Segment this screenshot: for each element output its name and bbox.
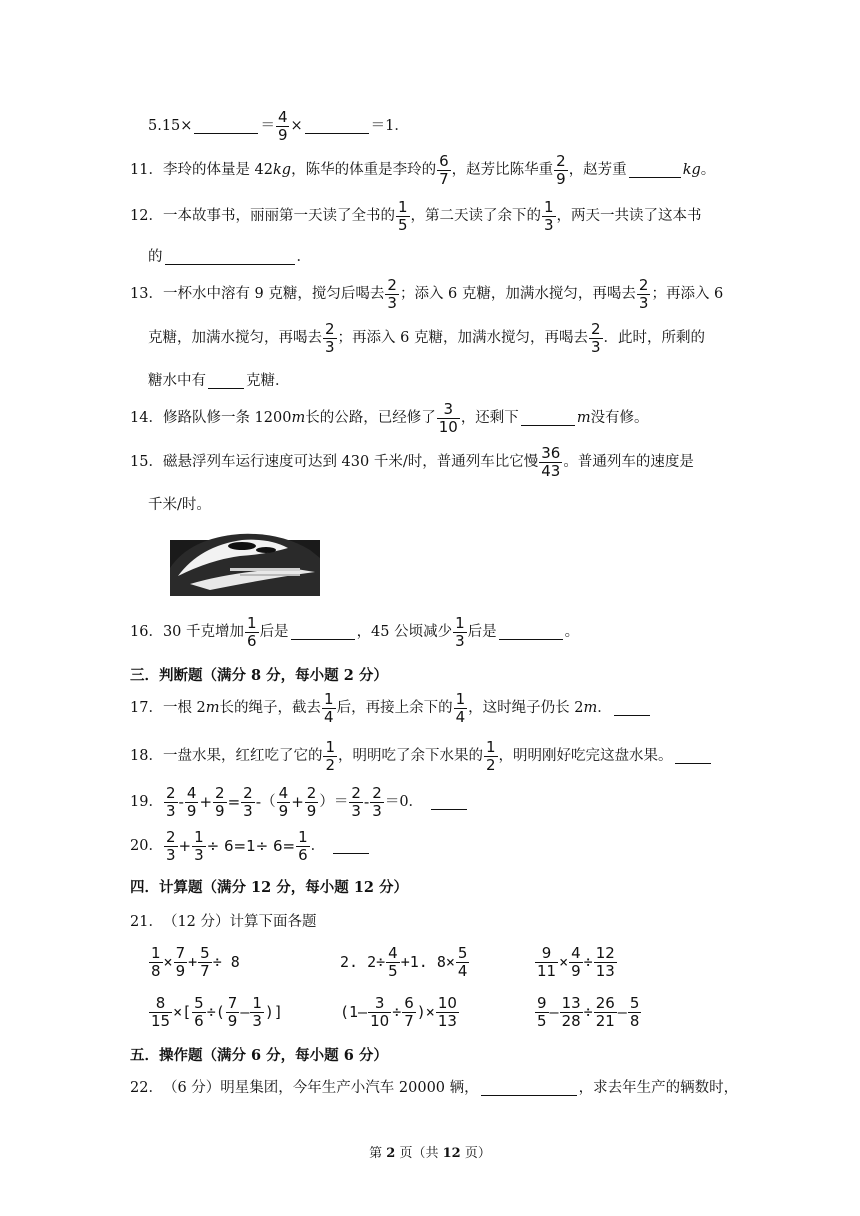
q11-answer-blank[interactable] bbox=[629, 163, 681, 178]
fraction: $\frac{3}{10}$ bbox=[370, 993, 390, 1030]
fraction: $\frac{8}{15}$ bbox=[151, 993, 171, 1030]
fraction: $\frac{36}{43}$ bbox=[541, 443, 561, 480]
question-17: 17． 一根 2 m 长的绳子，截去 $\frac{1}{4}$ 后，再接上余下的 $\frac{1}{4}$ ，这时绳子仍长 2 m ． bbox=[130, 690, 652, 726]
fraction: $\frac{2}{3}$ bbox=[638, 275, 649, 312]
fraction: $\frac{6}{7}$ bbox=[404, 993, 414, 1030]
fraction: $\frac{4}{9}$ bbox=[571, 943, 581, 980]
q10-line: 5.15× ＝ $\frac{4}{9}$ × ＝1． bbox=[148, 107, 409, 144]
question-12: 12． 一本故事书，丽丽第一天读了全书的 $\frac{1}{5}$ ，第二天读了余下的 $\frac{1}{3}$ ，两天一共读了这本书 bbox=[130, 197, 702, 234]
question-14: 14． 修路队修一条 1200 m 长的公路，已经修了 $\frac{3}{10}$ ，还剩下 m 没有修。 bbox=[130, 399, 649, 436]
fraction: $\frac{2}{3}$ bbox=[165, 783, 176, 820]
fraction: $\frac{1}{8}$ bbox=[151, 943, 161, 980]
fraction: $\frac{2}{3}$ bbox=[591, 319, 601, 356]
fraction: $\frac{1}{6}$ bbox=[298, 827, 308, 864]
question-15-line-2: 千米/时。 bbox=[148, 496, 211, 513]
fraction: $\frac{13}{28}$ bbox=[561, 993, 581, 1030]
q21-problem-2: 2. 2÷ $\frac{4}{5}$ +1. 8× $\frac{5}{4}$ bbox=[340, 943, 468, 980]
q12-answer-blank[interactable] bbox=[165, 250, 295, 265]
fraction: $\frac{5}{4}$ bbox=[457, 943, 468, 980]
question-19: 19． $\frac{2}{3}$ - $\frac{4}{9}$ + $\frac{2}{9}$ = $\frac{2}{3}$ - （ $\frac{4}{9}$ + $\frac{2}{9}$ ） ＝ $\frac{2}{3}$ - $\frac{2}{3}$ ＝0． bbox=[130, 784, 469, 820]
question-15: 15． 磁悬浮列车运行速度可达到 430 千米/时，普通列车比它慢 $\frac{36}{43}$ 。普通列车的速度是 bbox=[130, 443, 694, 480]
fraction: $\frac{1}{5}$ bbox=[397, 197, 408, 234]
fraction: $\frac{2}{3}$ bbox=[165, 827, 176, 864]
maglev-train-picture bbox=[170, 528, 320, 596]
q19-answer-blank[interactable] bbox=[431, 795, 467, 810]
fraction: $\frac{4}{5}$ bbox=[388, 943, 398, 980]
q22-answer-blank[interactable] bbox=[481, 1081, 577, 1096]
fraction: $\frac{10}{13}$ bbox=[437, 993, 457, 1030]
question-16: 16． 30 千克增加 $\frac{1}{6}$ 后是 ，45 公顷减少 $\frac{1}{3}$ 后是 。 bbox=[130, 613, 580, 650]
section-3-heading: 三．判断题（满分 8 分，每小题 2 分） bbox=[130, 666, 388, 684]
fraction: $\frac{2}{3}$ bbox=[387, 275, 397, 312]
fraction: $\frac{2}{3}$ bbox=[351, 783, 361, 820]
section-5-heading: 五．操作题（满分 6 分，每小题 6 分） bbox=[130, 1046, 388, 1064]
q18-answer-blank[interactable] bbox=[675, 749, 711, 764]
fraction: $\frac{1}{6}$ bbox=[247, 613, 257, 650]
question-11: 11． 李玲的体量是 42 kg ，陈华的体重是李玲的 $\frac{6}{7}$ ，赵芳比陈华重 $\frac{2}{9}$ ，赵芳重 kg 。 bbox=[130, 151, 716, 188]
fraction: $\frac{2}{9}$ bbox=[556, 151, 566, 188]
q21-problem-6: $\frac{9}{5}$ – $\frac{13}{28}$ ÷ $\frac{26}{21}$ – $\frac{5}{8}$ bbox=[537, 993, 640, 1030]
q21-problem-5: (1– $\frac{3}{10}$ ÷ $\frac{6}{7}$ )× $\frac{10}{13}$ bbox=[340, 993, 457, 1030]
fraction: $\frac{4}{9}$ bbox=[277, 107, 288, 144]
fraction: $\frac{5}{6}$ bbox=[194, 993, 204, 1030]
question-22: 22． （6 分）明星集团，今年生产小汽车 20000 辆， ，求去年生产的辆数时， bbox=[130, 1079, 739, 1096]
q20-answer-blank[interactable] bbox=[333, 839, 369, 854]
question-12-line-2: 的 ． bbox=[148, 248, 311, 265]
fraction: $\frac{3}{10}$ bbox=[438, 399, 458, 436]
question-13-line-3: 糖水中有 克糖． bbox=[148, 372, 290, 389]
question-13-line-2: 克糖，加满水搅匀，再喝去 $\frac{2}{3}$ ；再添入 6 克糖，加满水搅匀，再喝去 $\frac{2}{3}$ ．此时，所剩的 bbox=[148, 319, 706, 356]
q16-blank-1[interactable] bbox=[291, 625, 355, 640]
fraction: $\frac{2}{3}$ bbox=[325, 319, 335, 356]
q16-blank-2[interactable] bbox=[499, 625, 563, 640]
fraction: $\frac{1}{4}$ bbox=[324, 689, 334, 726]
q21-problem-3: $\frac{9}{11}$ × $\frac{4}{9}$ ÷ $\frac{12}{13}$ bbox=[537, 943, 615, 980]
fraction: $\frac{1}{2}$ bbox=[486, 737, 496, 774]
q17-answer-blank[interactable] bbox=[614, 701, 650, 716]
q10-blank-2[interactable] bbox=[305, 119, 369, 134]
q14-answer-blank[interactable] bbox=[521, 411, 575, 426]
fraction: $\frac{4}{9}$ bbox=[278, 783, 289, 820]
question-20: 20． $\frac{2}{3}$ + $\frac{1}{3}$ ÷ 6=1÷ 6= $\frac{1}{6}$ ． bbox=[130, 828, 371, 864]
fraction: $\frac{2}{9}$ bbox=[306, 783, 317, 820]
fraction: $\frac{1}{3}$ bbox=[455, 613, 465, 650]
fraction: $\frac{1}{3}$ bbox=[194, 827, 204, 864]
question-21: 21． （12 分）计算下面各题 bbox=[130, 913, 317, 930]
page-footer: 第 2 页（共 12 页） bbox=[369, 1146, 491, 1161]
q13-answer-blank[interactable] bbox=[208, 374, 244, 389]
q21-problem-4: $\frac{8}{15}$ ×[ $\frac{5}{6}$ ÷( $\frac{7}{9}$ – $\frac{1}{3}$ )] bbox=[151, 993, 283, 1030]
fraction: $\frac{7}{9}$ bbox=[175, 943, 186, 980]
fraction: $\frac{2}{9}$ bbox=[215, 783, 225, 820]
fraction: $\frac{1}{3}$ bbox=[544, 197, 554, 234]
fraction: $\frac{1}{4}$ bbox=[455, 689, 466, 726]
fraction: $\frac{6}{7}$ bbox=[439, 151, 449, 188]
fraction: $\frac{4}{9}$ bbox=[186, 783, 197, 820]
fraction: $\frac{9}{11}$ bbox=[537, 943, 557, 980]
fraction: $\frac{2}{3}$ bbox=[243, 783, 253, 820]
fraction: $\frac{1}{2}$ bbox=[325, 737, 335, 774]
q21-problem-1: $\frac{1}{8}$ × $\frac{7}{9}$ + $\frac{5}{7}$ ÷ 8 bbox=[151, 943, 240, 980]
fraction: $\frac{5}{8}$ bbox=[629, 993, 640, 1030]
fraction: $\frac{9}{5}$ bbox=[537, 993, 547, 1030]
fraction: $\frac{12}{13}$ bbox=[595, 943, 615, 980]
fraction: $\frac{1}{3}$ bbox=[252, 993, 262, 1030]
question-13: 13． 一杯水中溶有 9 克糖，搅匀后喝去 $\frac{2}{3}$ ；添入 6 克糖，加满水搅匀，再喝去 $\frac{2}{3}$ ；再添入 6 bbox=[130, 275, 724, 312]
question-18: 18． 一盘水果，红红吃了它的 $\frac{1}{2}$ ，明明吃了余下水果的 $\frac{1}{2}$ ，明明刚好吃完这盘水果。 bbox=[130, 738, 713, 774]
fraction: $\frac{26}{21}$ bbox=[595, 993, 615, 1030]
fraction: $\frac{2}{3}$ bbox=[372, 783, 382, 820]
section-4-heading: 四．计算题（满分 12 分，每小题 12 分） bbox=[130, 878, 409, 896]
q10-blank-1[interactable] bbox=[194, 119, 258, 134]
fraction: $\frac{7}{9}$ bbox=[227, 993, 238, 1030]
fraction: $\frac{5}{7}$ bbox=[200, 943, 210, 980]
